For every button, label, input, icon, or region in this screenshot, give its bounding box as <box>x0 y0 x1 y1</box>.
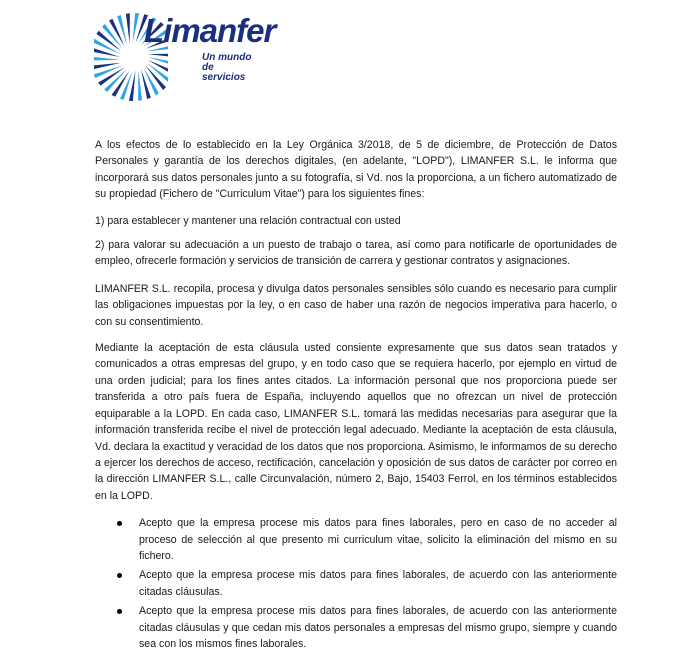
logo-ray <box>141 69 151 99</box>
purpose-2: 2) para valorar su adecuación a un puesto de trabajo o tarea, así como para notificarle de oportunidades de empleo, ofrecerle formación y servicios de transición de carrera y gestionar contratos y asignaciones. <box>95 239 617 268</box>
logo-tagline: Un mundo de servicios <box>202 52 252 83</box>
logo-ray <box>129 71 136 101</box>
sensitive-data-paragraph: LIMANFER S.L. recopila, procesa y divulga datos personales sensibles sólo cuando es necesario para cumplir las obligaciones impuestas por la ley, o en caso de haber una razón de negocios imperativa para hacerlo, o con su consentimiento. <box>95 282 617 328</box>
logo-wordmark: Limanfer <box>144 12 276 49</box>
logo-ray <box>94 57 120 61</box>
consent-option: Acepto que la empresa procese mis datos para fines laborales, de acuerdo con las anteriormente citadas cláusulas. <box>139 567 617 600</box>
consent-option: Acepto que la empresa procese mis datos para fines laborales, pero en caso de no acceder al proceso de selección al que presento mi curriculum vitae, solicito la eliminación del mismo en su fichero. <box>139 515 617 564</box>
bullet-icon <box>117 609 122 614</box>
intro-paragraph: A los efectos de lo establecido en la Ley Orgánica 3/2018, de 5 de diciembre, de Protección de Datos Personales y garantía de los derechos digitales, (en adelante, "LOPD"), LIMANFER S.L. le informa que incorporará sus datos personales junto a su fotografía, si Vd. nos la proporciona, a un fichero automatizado de su propiedad (Fichero de "Curriculum Vitae") para los siguientes fines: <box>95 139 617 201</box>
purpose-1: 1) para establecer y mantener una relación contractual con usted <box>95 214 401 227</box>
logo-ray <box>138 70 142 100</box>
bullet-icon <box>117 573 122 578</box>
bullet-icon <box>117 521 122 526</box>
logo-ray <box>94 63 121 70</box>
privacy-clause-document <box>95 137 617 655</box>
consent-option: Acepto que la empresa procese mis datos para fines laborales, de acuerdo con las anteriormente citadas cláusulas y que cedan mis datos personales a empresas del mismo grupo, siempre y cuando sea con los mismos fines laborales. <box>139 603 617 652</box>
consent-options-list <box>95 515 617 652</box>
logo-ray <box>117 15 127 45</box>
logo-ray <box>133 13 140 43</box>
company-logo <box>94 9 276 106</box>
logo-ray <box>148 54 168 58</box>
consent-paragraph: Mediante la aceptación de esta cláusula usted consiente expresamente que sus datos sean tratados y comunicados a otras empresas del grupo, y en todo caso que se requiera hacerlo, por ejemplo en virtud de una orden judicial; para los fines antes citados. La información personal que nos proporciona puede ser transferida a otro país fuera de España, incluyendo aquellos que no ofrezcan un nivel de protección equiparable a la LOPD. En cada caso, LIMANFER S.L. tomará las medidas necesarias para asegurar que la información transferida recibe el nivel de protección legal adecuado. Mediante la aceptación de esta cláusula, Vd. declara la exactitud y veracidad de los datos que nos proporciona. Asimismo, le informamos de su derecho a ejercer los derechos de acceso, rectificación, cancelación y oposición de sus datos de carácter por correo en la dirección LIMANFER S.L., calle Circunvalación, número 2, Bajo, 15403 Ferrol, en los términos establecidos en la LOPD. <box>95 342 617 502</box>
logo-ray <box>126 13 130 43</box>
